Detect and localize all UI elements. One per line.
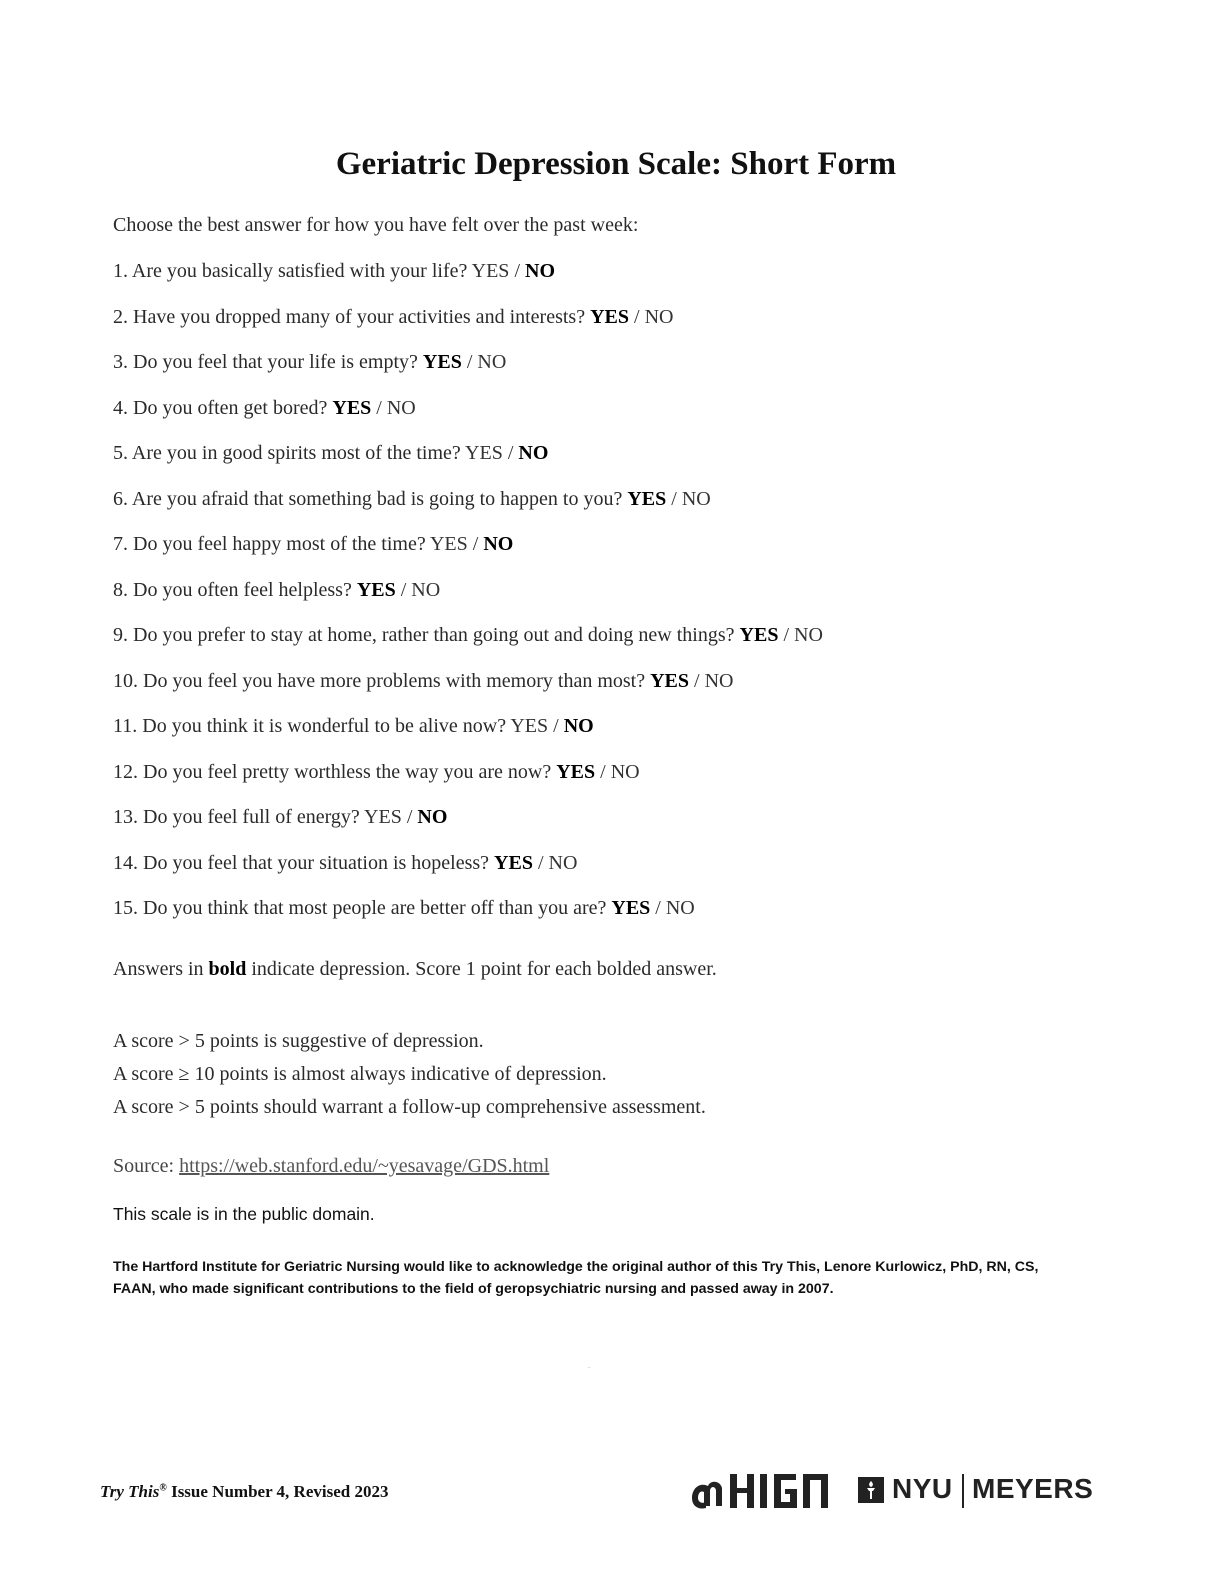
answer-no: NO <box>704 669 734 692</box>
question-list <box>113 258 823 941</box>
logo-divider <box>962 1474 964 1508</box>
answer-yes: YES <box>332 396 372 419</box>
answer-separator: / <box>595 760 611 783</box>
question-item <box>113 258 823 304</box>
answer-separator: / <box>371 396 387 419</box>
question-text: Do you often get bored? <box>133 396 328 419</box>
footer-logos <box>588 1368 1108 1516</box>
question-number: 9. <box>113 624 128 646</box>
question-number: 10. <box>113 669 138 692</box>
answer-yes: YES <box>471 260 510 282</box>
question-text: Are you basically satisfied with your life? <box>131 260 468 282</box>
answer-separator: / <box>689 669 705 692</box>
answer-separator: / <box>401 806 418 828</box>
answer-no: NO <box>794 624 823 646</box>
question-text: Do you think that most people are better off than you are? <box>143 897 607 919</box>
answer-no: NO <box>563 715 594 737</box>
public-domain-notice: This scale is in the public domain. <box>113 1204 375 1224</box>
question-item <box>113 895 823 941</box>
answer-separator: / <box>666 487 682 510</box>
answer-yes: YES <box>510 715 549 737</box>
answer-no: NO <box>483 533 514 555</box>
source-label: Source: <box>113 1155 180 1177</box>
question-number: 8. <box>113 578 128 601</box>
answer-no: NO <box>386 396 416 419</box>
issue-text: Issue Number 4, Revised 2023 <box>166 1482 389 1501</box>
question-number: 6. <box>113 487 128 510</box>
question-item <box>113 713 823 759</box>
answer-yes: YES <box>739 624 779 646</box>
question-item <box>113 304 823 350</box>
answer-no: NO <box>610 760 640 783</box>
score-line: A score > 5 points should warrant a follow-up comprehensive assessment. <box>113 1096 706 1118</box>
instructions: Choose the best answer for how you have felt over the past week: <box>113 214 639 236</box>
answer-no: NO <box>548 851 578 874</box>
answer-separator: / <box>778 624 794 646</box>
footer-issue <box>100 1482 388 1502</box>
source-citation <box>113 1155 549 1178</box>
question-item <box>113 395 823 441</box>
answer-yes: YES <box>364 806 402 828</box>
answer-separator: / <box>467 533 484 555</box>
question-number: 11. <box>113 715 138 737</box>
score-line: A score ≥ 10 points is almost always indicative of depression. <box>113 1063 607 1085</box>
answer-yes: YES <box>650 669 690 692</box>
question-text: Do you feel you have more problems with memory than most? <box>143 669 646 692</box>
question-item <box>113 850 823 896</box>
question-text: Do you feel full of energy? <box>143 806 360 828</box>
answer-yes: YES <box>494 851 533 874</box>
answer-no: NO <box>681 487 711 510</box>
answer-separator: / <box>502 442 519 464</box>
answer-yes: YES <box>422 351 462 373</box>
question-number: 13. <box>113 806 138 828</box>
question-text: Do you feel pretty worthless the way you are now? <box>143 760 552 783</box>
registered-mark: ® <box>159 1482 167 1494</box>
question-text: Do you feel happy most of the time? <box>133 533 426 555</box>
question-item <box>113 804 823 850</box>
meyers-logo-text: MEYERS <box>972 1473 1094 1504</box>
answer-no: NO <box>417 806 448 828</box>
scoring-note <box>113 958 717 981</box>
answer-no: NO <box>518 442 549 464</box>
nyu-torch-icon <box>858 1477 884 1503</box>
question-text: Are you in good spirits most of the time? <box>131 442 461 464</box>
answer-separator: / <box>532 851 549 874</box>
scoring-note-prefix: Answers in <box>113 958 209 980</box>
question-text: Do you think it is wonderful to be alive now? <box>142 715 507 737</box>
page-title: Geriatric Depression Scale: Short Form <box>335 146 897 182</box>
answer-no: NO <box>477 351 507 373</box>
question-item <box>113 486 823 532</box>
answer-separator: / <box>629 305 645 328</box>
question-number: 4. <box>113 396 128 419</box>
question-text: Do you often feel helpless? <box>133 578 352 601</box>
question-number: 15. <box>113 897 138 919</box>
hign-logo-text: HIGN <box>588 1368 591 1369</box>
question-item <box>113 622 823 668</box>
question-number: 2. <box>113 305 128 328</box>
question-item <box>113 668 823 714</box>
answer-yes: YES <box>356 578 396 601</box>
series-name: Try This <box>100 1482 160 1501</box>
answer-yes: YES <box>556 760 596 783</box>
answer-no: NO <box>644 305 674 328</box>
question-number: 3. <box>113 351 128 373</box>
question-item <box>113 349 823 395</box>
answer-separator: / <box>509 260 525 282</box>
answer-yes: YES <box>627 487 667 510</box>
acknowledgement: The Hartford Institute for Geriatric Nursing would like to acknowledge the original author of this Try This, Lenore Kurlowicz, PhD, RN, CS, FAAN, who made significant contributions to the field of geropsychiatric nursing and passed away in 2007. <box>113 1259 1039 1297</box>
answer-yes: YES <box>465 442 503 464</box>
question-text: Are you afraid that something bad is going to happen to you? <box>131 487 623 510</box>
question-item <box>113 440 823 486</box>
source-link[interactable]: https://web.stanford.edu/~yesavage/GDS.html <box>179 1155 550 1177</box>
score-line: A score > 5 points is suggestive of depression. <box>113 1030 484 1052</box>
answer-no: NO <box>665 897 695 919</box>
hign-logo <box>588 1368 838 1514</box>
question-text: Do you feel that your life is empty? <box>133 351 418 373</box>
answer-no: NO <box>411 578 441 601</box>
question-number: 7. <box>113 533 128 555</box>
question-number: 1. <box>113 260 128 282</box>
answer-separator: / <box>548 715 564 737</box>
scoring-note-bold-word: bold <box>208 958 247 980</box>
question-number: 5. <box>113 442 128 464</box>
scoring-note-suffix: indicate depression. Score 1 point for each bolded answer. <box>246 958 717 980</box>
answer-yes: YES <box>590 305 629 328</box>
answer-no: NO <box>525 260 555 282</box>
question-text: Do you prefer to stay at home, rather than going out and doing new things? <box>133 624 735 646</box>
question-number: 12. <box>113 760 138 783</box>
question-item <box>113 577 823 623</box>
answer-yes: YES <box>611 897 651 919</box>
question-text: Have you dropped many of your activities and interests? <box>133 305 586 328</box>
question-item <box>113 531 823 577</box>
question-number: 14. <box>113 851 138 874</box>
answer-yes: YES <box>429 533 468 555</box>
answer-separator: / <box>395 578 412 601</box>
answer-separator: / <box>461 351 478 373</box>
score-interpretation <box>113 1025 706 1124</box>
question-text: Do you feel that your situation is hopeless? <box>143 851 490 874</box>
answer-separator: / <box>650 897 666 919</box>
nyu-logo-text: NYU <box>892 1473 953 1504</box>
question-item <box>113 759 823 805</box>
